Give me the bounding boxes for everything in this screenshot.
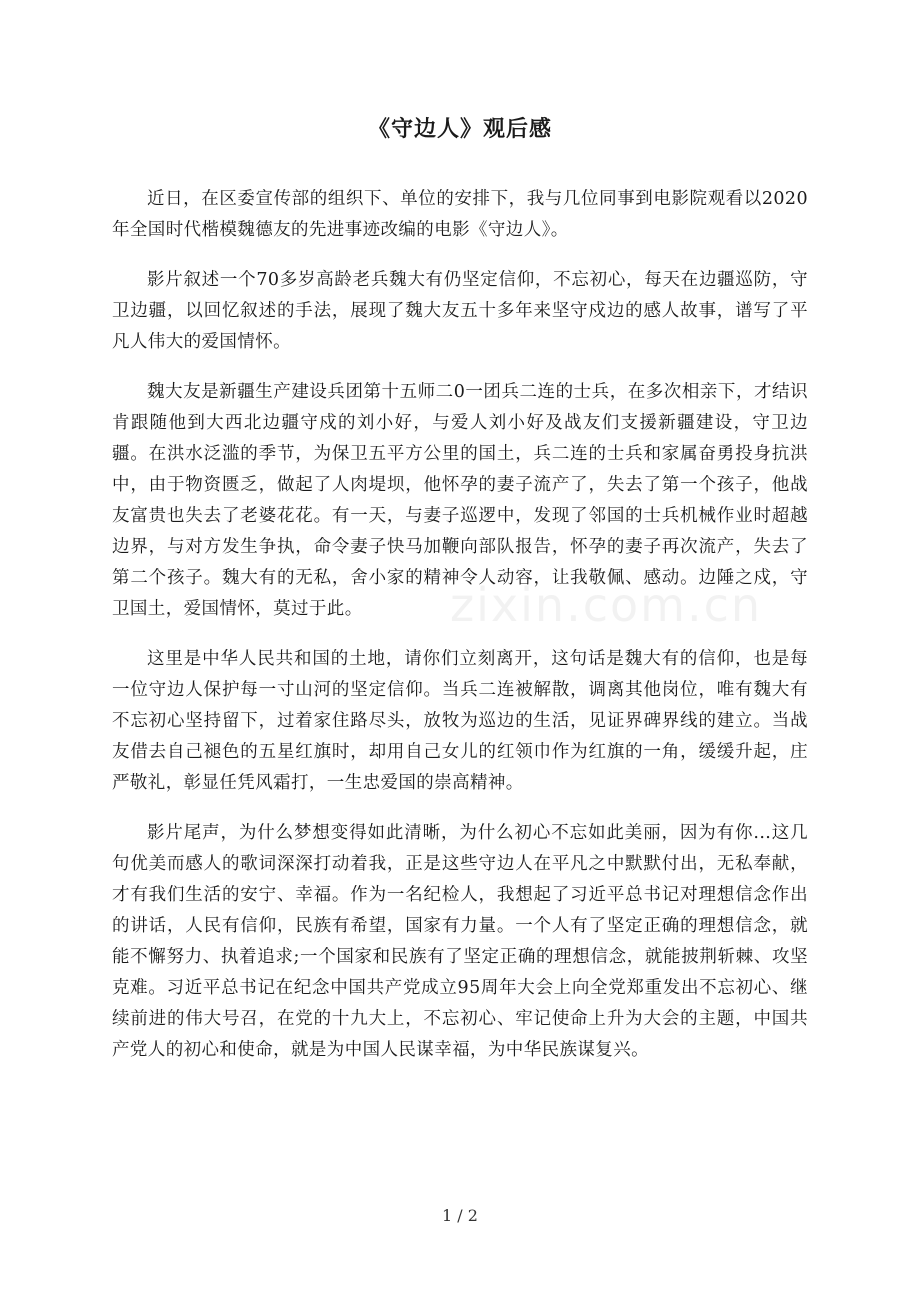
page-number: 1 / 2 [442,1206,478,1225]
document-title: 《守边人》观后感 [367,116,552,142]
watermark: zixin.com.cn [450,578,763,632]
paragraph-3: 魏大友是新疆生产建设兵团第十五师二0一团兵二连的士兵，在多次相亲下，才结识肯跟随他到大西北边疆守戍的刘小好，与爱人刘小好及战友们支援新疆建设，守卫边疆。在洪水泛滥的季节，为保卫五平方公里的国土，兵二连的士兵和家属奋勇投身抗洪中，由于物资匮乏，做起了人肉堤坝，他怀孕的妻子流产了，失去了第一个孩子，他战友富贵也失去了老婆花花。有一天，与妻子巡逻中，发现了邻国的士兵机械作业时超越边界，与对方发生争执，命令妻子快马加鞭向部队报告，怀孕的妻子再次流产，失去了第二个孩子。魏大有的无私，舍小家的精神令人动容，让我敬佩、感动。边陲之戍，守卫国土，爱国情怀，莫过于此。 [112,382,808,619]
paragraph-1: 近日，在区委宣传部的组织下、单位的安排下，我与几位同事到电影院观看以2020年全国时代楷模魏德友的先进事迹改编的电影《守边人》。 [112,189,808,240]
paragraph-4: 这里是中华人民共和国的土地，请你们立刻离开，这句话是魏大有的信仰，也是每一位守边人保护每一寸山河的坚定信仰。当兵二连被解散，调离其他岗位，唯有魏大有不忘初心坚持留下，过着家住路尽头，放牧为巡边的生活，见证界碑界线的建立。当战友借去自己褪色的五星红旗时，却用自己女儿的红领巾作为红旗的一角，缓缓升起，庄严敬礼，彰显任凭风霜打，一生忠爱国的崇高精神。 [112,649,808,793]
document-body [112,184,808,1085]
paragraph-2: 影片叙述一个70多岁高龄老兵魏大有仍坚定信仰，不忘初心，每天在边疆巡防，守卫边疆，以回忆叙述的手法，展现了魏大友五十多年来坚守戍边的感人故事，谱写了平凡人伟大的爱国情怀。 [112,270,808,352]
paragraph-5: 影片尾声，为什么梦想变得如此清晰，为什么初心不忘如此美丽，因为有你...这几句优美而感人的歌词深深打动着我，正是这些守边人在平凡之中默默付出，无私奉献，才有我们生活的安宁、幸福。作为一名纪检人，我想起了习近平总书记对理想信念作出的讲话，人民有信仰，民族有希望，国家有力量。一个人有了坚定正确的理想信念，就能不懈努力、执着追求;一个国家和民族有了坚定正确的理想信念，就能披荆斩棘、攻坚克难。习近平总书记在纪念中国共产党成立95周年大会上向全党郑重发出不忘初心、继续前进的伟大号召，在党的十九大上，不忘初心、牢记使命上升为大会的主题，中国共产党人的初心和使命，就是为中国人民谋幸福，为中华民族谋复兴。 [112,823,808,1060]
